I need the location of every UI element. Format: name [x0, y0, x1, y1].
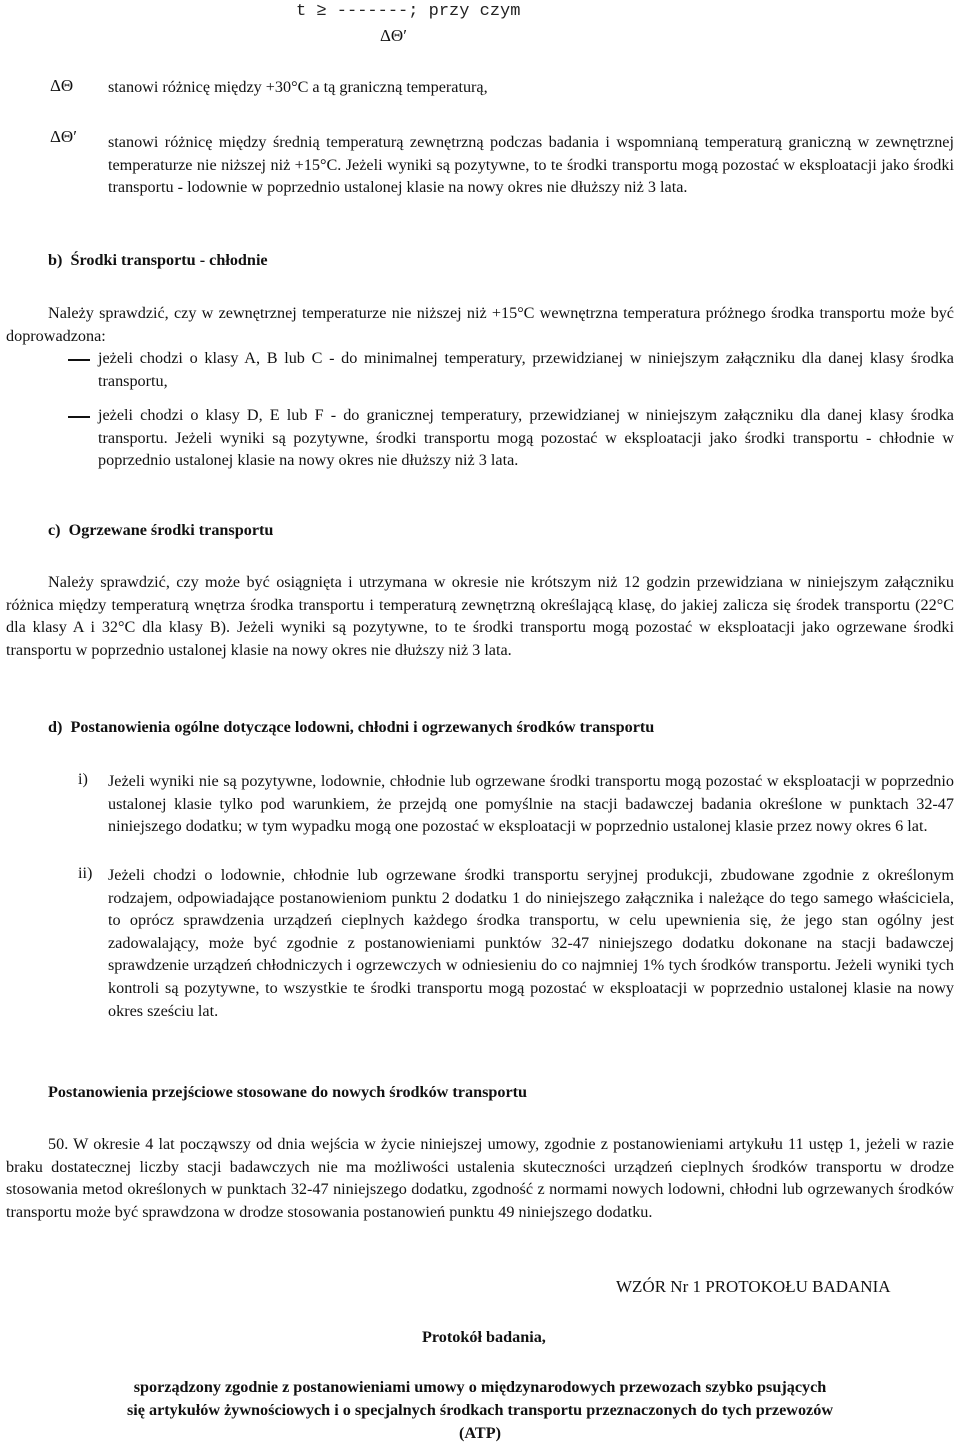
- section-c-body: Należy sprawdzić, czy może być osiągnięta i utrzymana w okresie nie krótszym niż 12 godzin przewidziana w niniejszym załączniku różnica między temperaturą wnętrza środka transportu i temperaturą zewnętrzną określającą klasę, do jakiej zalicza się środek transportu (22°C dla klasy A i 32°C dla klasy B). Jeżeli wyniki są pozytywne, to te środki transportu mogą pozostać w eksploatacji jako ogrzewane środki transportu w poprzednio ustalonej klasie na nowy okres nie dłuższy niż 3 lata.: [6, 573, 954, 659]
- section-b-item-1: jeżeli chodzi o klasy A, B lub C - do minimalnej temperatury, przewidzianej w niniejszym załączniku dla danej klasy środka transportu,: [98, 349, 954, 390]
- roman-marker-i: i): [78, 770, 88, 788]
- delta-theta-prime-symbol: ΔΘ′: [50, 127, 77, 146]
- protocol-subtitle-line-2: się artykułów żywnościowych i o specjalnych środkach transportu przeznaczonych do tych przewozów: [126, 1401, 834, 1419]
- section-b-heading: b) Środki transportu - chłodnie: [48, 251, 268, 269]
- section-b-intro: Należy sprawdzić, czy w zewnętrznej temperaturze nie niższej niż +15°C wewnętrzna temperatura próżnego środka transportu może być doprowadzona:: [6, 304, 954, 345]
- formula-denominator: ΔΘ′: [380, 26, 407, 45]
- protocol-label: Protokół badania,: [422, 1328, 546, 1346]
- section-d-item-1: Jeżeli wyniki nie są pozytywne, lodownie, chłodnie lub ogrzewane środki transportu mogą pozostać w eksploatacji w poprzednio ustalonej klasie tylko pod warunkiem, że przejdą one pomyślnie na stacji badawczej badania określone w punktach 32-47 niniejszego dodatku; w tym wypadku mogą one pozostać w eksploatacji w poprzednio ustalonej klasie przez nowy okres 6 lat.: [108, 772, 954, 836]
- transitional-heading: Postanowienia przejściowe stosowane do nowych środków transportu: [48, 1083, 528, 1101]
- protocol-subtitle-line-1: sporządzony zgodnie z postanowieniami umowy o międzynarodowych przewozach szybko psujących: [133, 1378, 827, 1396]
- transitional-body: 50. W okresie 4 lat począwszy od dnia wejścia w życie niniejszej umowy, zgodnie z postanowieniami artykułu 11 ustęp 1, jeżeli w razie braku dostatecznej liczby stacji badawczych nie ma możliwości ustalenia skuteczności urządzeń cieplnych środków transportu w drodze stosowania metod określonych w punktach 32-47 niniejszego dodatku, zgodność z normami nowych lodowni, chłodni lub ogrzewanych środków transportu może być sprawdzona w drodze stosowania postanowień punktu 49 niniejszego dodatku.: [6, 1135, 954, 1221]
- delta-theta-prime-definition: stanowi różnicę między średnią temperaturą zewnętrzną podczas badania i wspomnianą temperaturą graniczną w zewnętrznej temperaturze nie niższej niż +15°C. Jeżeli wyniki są pozytywne, to te środki transportu mogą pozostać w eksploatacji jako środki transportu - lodownie w poprzednio ustalonej klasie na nowy okres nie dłuższy niż 3 lata.: [108, 133, 954, 197]
- section-c-heading: c) Ogrzewane środki transportu: [48, 521, 274, 539]
- formula-line: t ≥ -------; przy czym: [296, 2, 521, 21]
- section-d-item-2: Jeżeli chodzi o lodownie, chłodnie lub ogrzewane środki transportu seryjnej produkcji, zbudowane zgodnie z określonym rodzajem, odpowiadające postanowieniom punktu 2 dodatku 1 do niniejszego załącznika i należące do tego samego właściciela, to oprócz sprawdzenia urządzeń cieplnych każdego środka transportu, w celu upewnienia się, że jego stan ogólny jest zadowalający, może być zgodnie z postanowieniami punktów 32-47 niniejszego dodatku dokonane na stacji badawczej sprawdzenie urządzeń chłodniczych i ogrzewczych w odniesieniu do co najmniej 1% tych środków transportu. Jeżeli wyniki tych kontroli są pozytywne, to wszystkie te środki transportu mogą pozostać w eksploatacji w poprzednio ustalonej klasie na nowy okres sześciu lat.: [108, 866, 954, 1020]
- dash-bullet: [68, 416, 90, 418]
- delta-theta-definition: stanowi różnicę między +30°C a tą graniczną temperaturą,: [108, 78, 488, 96]
- section-d-heading: d) Postanowienia ogólne dotyczące lodowni, chłodni i ogrzewanych środków transportu: [48, 718, 655, 736]
- model-form-title: WZÓR Nr 1 PROTOKOŁU BADANIA: [616, 1277, 891, 1296]
- section-b-item-2: jeżeli chodzi o klasy D, E lub F - do granicznej temperatury, przewidzianej w niniejszym załączniku dla danej klasy środka transportu. Jeżeli wyniki są pozytywne, środki transportu mogą pozostać w eksploatacji jako środki transportu - chłodnie w poprzednio ustalonej klasie na nowy okres nie dłuższy niż 3 lata.: [98, 406, 954, 470]
- roman-marker-ii: ii): [78, 864, 93, 882]
- protocol-subtitle-line-3: (ATP): [459, 1424, 501, 1442]
- dash-bullet: [68, 359, 90, 361]
- delta-theta-symbol: ΔΘ: [50, 76, 74, 95]
